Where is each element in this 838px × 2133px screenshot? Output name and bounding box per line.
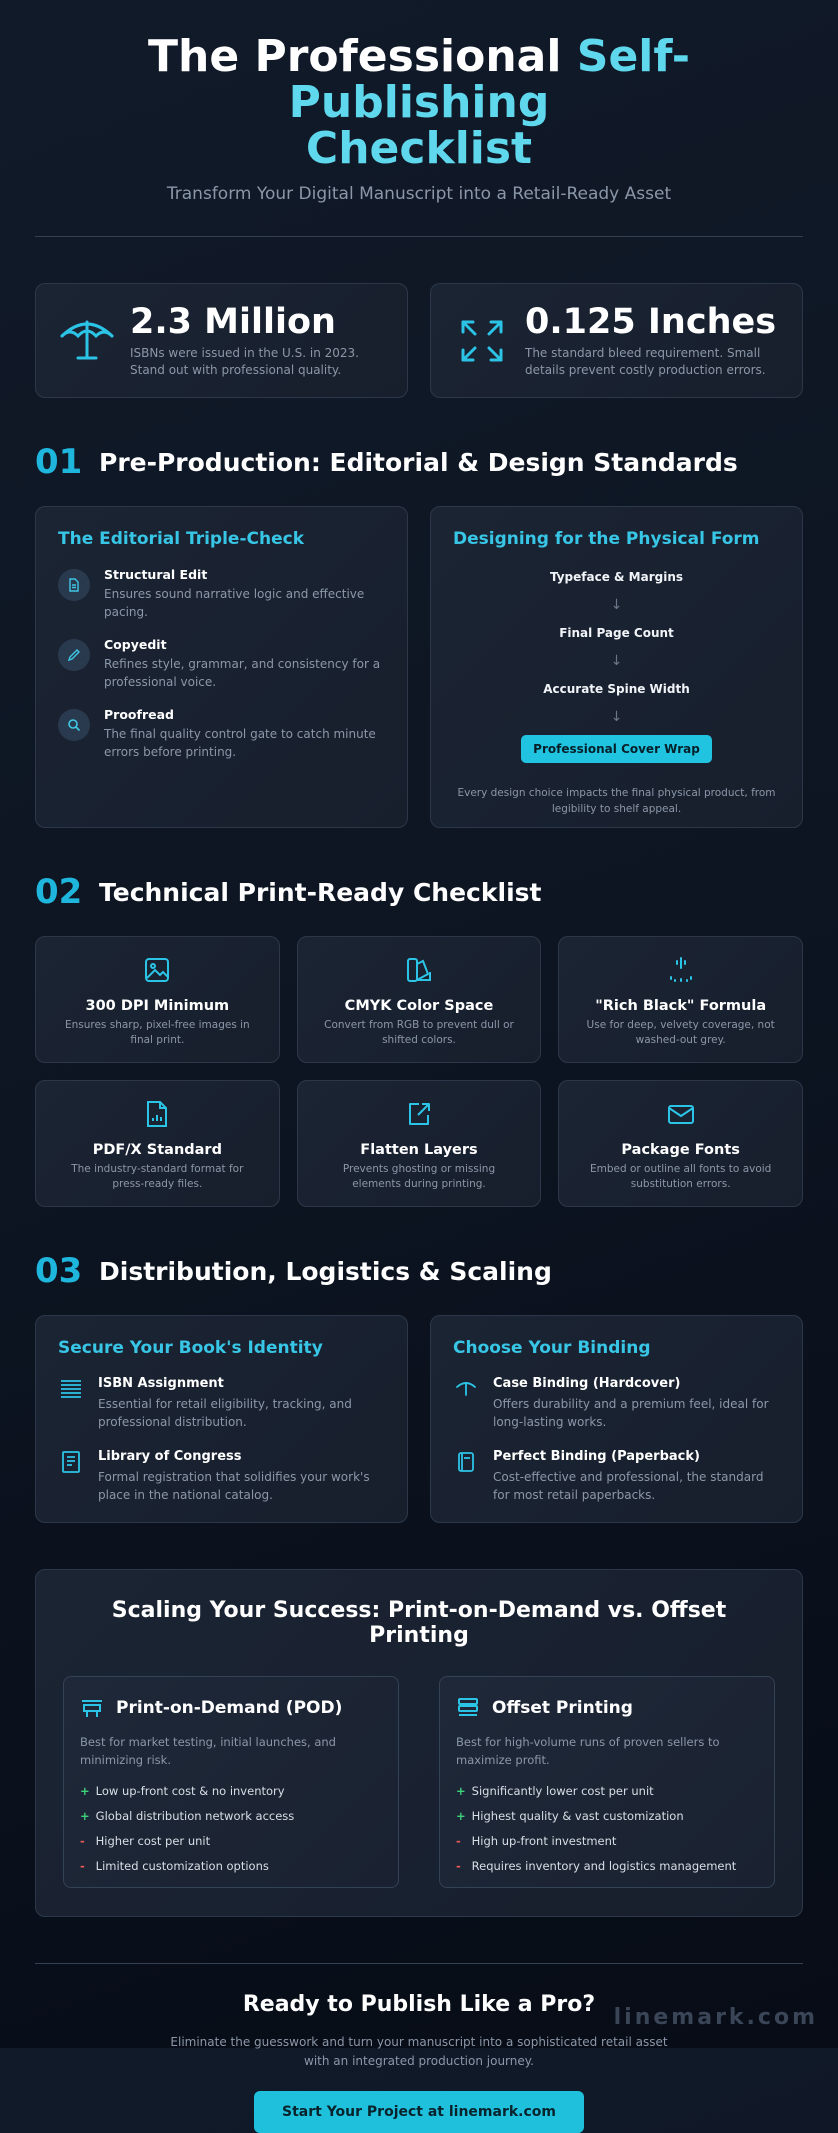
panel-heading: Choose Your Binding <box>453 1338 651 1358</box>
infographic <box>35 0 803 2133</box>
stats-row <box>35 283 803 398</box>
sparkle-icon <box>666 955 696 985</box>
pro-text: Low up-front cost & no inventory <box>95 1784 285 1798</box>
section-title: Distribution, Logistics & Scaling <box>99 1256 552 1286</box>
cta-text <box>35 2033 803 2071</box>
card-title: Offset Printing <box>492 1698 633 1718</box>
start-project-button[interactable]: Start Your Project at linemark.com <box>254 2091 584 2133</box>
print-checklist-grid <box>35 936 803 1207</box>
section-number: 01 <box>35 442 83 482</box>
divider <box>35 1963 803 1964</box>
pro-item <box>80 1779 382 1804</box>
checklist-tile <box>35 936 280 1063</box>
tile-desc: The industry-standard format for press-ready files. <box>71 1163 244 1190</box>
pro-text: Highest quality & vast customization <box>471 1809 684 1823</box>
watermark: linemark.com <box>613 2005 818 2030</box>
con-text: Higher cost per unit <box>95 1834 211 1848</box>
pro-item <box>456 1779 758 1804</box>
divider <box>35 236 803 237</box>
checklist-tile <box>558 1080 803 1207</box>
page-subtitle: Transform Your Digital Manuscript into a Retail-Ready Asset <box>166 184 672 204</box>
minus-icon: - <box>456 1834 461 1848</box>
con-text: Requires inventory and logistics management <box>471 1859 737 1873</box>
list-item <box>58 1449 385 1504</box>
arrow-down-icon: ↓ <box>610 653 623 669</box>
list-item <box>453 1449 780 1504</box>
item-title: Library of Congress <box>98 1449 242 1464</box>
item-desc: Offers durability and a premium feel, ideal for long-lasting works. <box>493 1397 769 1429</box>
pencil-icon <box>58 639 90 671</box>
list-item <box>58 1376 385 1431</box>
arrow-down-icon: ↓ <box>610 597 623 613</box>
stack-layers-icon <box>456 1697 480 1719</box>
section-header-03 <box>35 1251 803 1291</box>
list-item <box>58 637 385 691</box>
section-header-02 <box>35 872 803 912</box>
item-desc: Ensures sound narrative logic and effective pacing. <box>104 587 365 619</box>
printer-icon <box>80 1697 104 1719</box>
minus-icon: - <box>80 1834 85 1848</box>
stat-value: 2.3 Million <box>130 301 336 342</box>
con-text: Limited customization options <box>95 1859 269 1873</box>
plus-icon: + <box>80 1809 90 1823</box>
panel-heading: The Editorial Triple-Check <box>58 529 305 549</box>
arrow-down-icon: ↓ <box>610 709 623 725</box>
item-title: Copyedit <box>104 637 167 652</box>
con-item <box>456 1854 758 1879</box>
list-item <box>453 1376 780 1431</box>
item-desc: Refines style, grammar, and consistency for a professional voice. <box>104 657 381 689</box>
offset-card-header <box>456 1697 758 1719</box>
tile-title: Flatten Layers <box>360 1142 478 1158</box>
flow-step: Final Page Count <box>559 626 674 640</box>
pod-card-header <box>80 1697 382 1719</box>
item-title: Proofread <box>104 707 174 722</box>
item-title: Perfect Binding (Paperback) <box>493 1449 700 1464</box>
item-title: ISBN Assignment <box>98 1376 224 1391</box>
cta-text-line: with an integrated production journey. <box>304 2054 534 2068</box>
section-01-panels <box>35 506 803 828</box>
panel-heading: Secure Your Book's Identity <box>58 1338 323 1358</box>
con-text: High up-front investment <box>471 1834 617 1848</box>
card-title: Print-on-Demand (POD) <box>116 1698 343 1718</box>
checklist-tile <box>558 936 803 1063</box>
con-item <box>80 1854 382 1879</box>
minus-icon: - <box>456 1859 461 1873</box>
card-intro: Best for market testing, initial launches, and minimizing risk. <box>80 1735 336 1767</box>
tile-desc: Ensures sharp, pixel-free images in final print. <box>64 1019 250 1046</box>
binding-panel <box>430 1315 803 1523</box>
paperback-book-icon <box>453 1449 479 1475</box>
section-03-panels <box>35 1315 803 1523</box>
envelope-icon <box>666 1099 696 1129</box>
section-title: Technical Print-Ready Checklist <box>99 877 542 907</box>
panel-heading: Designing for the Physical Form <box>453 529 760 549</box>
library-book-icon <box>58 1449 84 1475</box>
identity-panel <box>35 1315 408 1523</box>
palette-swatch-icon <box>404 955 434 985</box>
design-flow <box>453 567 780 817</box>
cta-title: Ready to Publish Like a Pro? <box>242 1992 596 2017</box>
stat-card-isbn <box>35 283 408 398</box>
minus-icon: - <box>80 1859 85 1873</box>
card-intro: Best for high-volume runs of proven sellers to maximize profit. <box>456 1735 720 1767</box>
tile-title: CMYK Color Space <box>344 998 494 1014</box>
stat-value: 0.125 Inches <box>525 301 777 342</box>
tile-desc: Embed or outline all fonts to avoid substitution errors. <box>589 1163 772 1190</box>
tile-desc: Prevents ghosting or missing elements during printing. <box>342 1163 496 1190</box>
plus-icon: + <box>456 1784 466 1798</box>
title-part-1: The Professional <box>147 31 577 82</box>
pro-item <box>456 1804 758 1829</box>
pro-text: Global distribution network access <box>95 1809 295 1823</box>
barcode-lines-icon <box>58 1376 84 1402</box>
share-export-icon <box>404 1099 434 1129</box>
list-item <box>58 707 385 761</box>
flow-note: Every design choice impacts the final physical product, from legibility to shelf appeal. <box>457 787 776 815</box>
section-header-01 <box>35 442 803 482</box>
flow-final-step: Professional Cover Wrap <box>521 735 712 763</box>
checklist-tile <box>297 936 542 1063</box>
con-item <box>456 1829 758 1854</box>
pro-text: Significantly lower cost per unit <box>471 1784 654 1798</box>
item-desc: Essential for retail eligibility, tracking, and professional distribution. <box>98 1397 352 1429</box>
item-desc: The final quality control gate to catch minute errors before printing. <box>104 727 376 759</box>
flow-step: Accurate Spine Width <box>543 682 690 696</box>
checklist-tile <box>35 1080 280 1207</box>
list-item <box>58 567 385 621</box>
cta-text-line: Eliminate the guesswork and turn your manuscript into a sophisticated retail asset <box>170 2035 668 2049</box>
tile-title: 300 DPI Minimum <box>85 998 230 1014</box>
plus-icon: + <box>456 1809 466 1823</box>
tile-title: PDF/X Standard <box>92 1142 222 1158</box>
offset-card <box>439 1676 775 1888</box>
expand-arrows-icon <box>451 310 513 372</box>
stat-text: ISBNs were issued in the U.S. in 2023. Stand out with professional quality. <box>130 345 359 377</box>
editorial-panel <box>35 506 408 828</box>
tile-title: Package Fonts <box>621 1142 740 1158</box>
tile-title: "Rich Black" Formula <box>595 998 767 1014</box>
plus-icon: + <box>80 1784 90 1798</box>
search-icon <box>58 709 90 741</box>
image-icon <box>142 955 172 985</box>
section-number: 02 <box>35 872 83 912</box>
tile-desc: Convert from RGB to prevent dull or shifted colors. <box>324 1019 514 1046</box>
scaling-title: Scaling Your Success: Print-on-Demand vs. Offset Printing <box>111 1598 727 1648</box>
stat-text: The standard bleed requirement. Small details prevent costly production errors. <box>525 345 766 377</box>
pod-card <box>63 1676 399 1888</box>
scaling-comparison <box>63 1676 775 1888</box>
design-panel <box>430 506 803 828</box>
title-part-3: Checklist <box>305 123 533 174</box>
section-number: 03 <box>35 1251 83 1291</box>
title-part-2: Self-Publishing <box>288 31 690 128</box>
item-desc: Cost-effective and professional, the standard for most retail paperbacks. <box>493 1470 764 1502</box>
pro-item <box>80 1804 382 1829</box>
con-item <box>80 1829 382 1854</box>
flow-step: Typeface & Margins <box>549 570 684 584</box>
item-title: Structural Edit <box>104 567 208 582</box>
item-title: Case Binding (Hardcover) <box>493 1376 681 1391</box>
hardcover-book-icon <box>453 1376 479 1402</box>
item-desc: Formal registration that solidifies your work's place in the national catalog. <box>98 1470 370 1502</box>
page-title <box>35 31 803 174</box>
file-chart-icon <box>142 1099 172 1129</box>
tile-desc: Use for deep, velvety coverage, not washed-out grey. <box>586 1019 775 1046</box>
scaling-section <box>35 1569 803 1917</box>
stat-card-bleed <box>430 283 803 398</box>
section-title: Pre-Production: Editorial & Design Standards <box>99 447 738 477</box>
document-icon <box>58 569 90 601</box>
umbrella-icon <box>56 310 118 372</box>
checklist-tile <box>297 1080 542 1207</box>
